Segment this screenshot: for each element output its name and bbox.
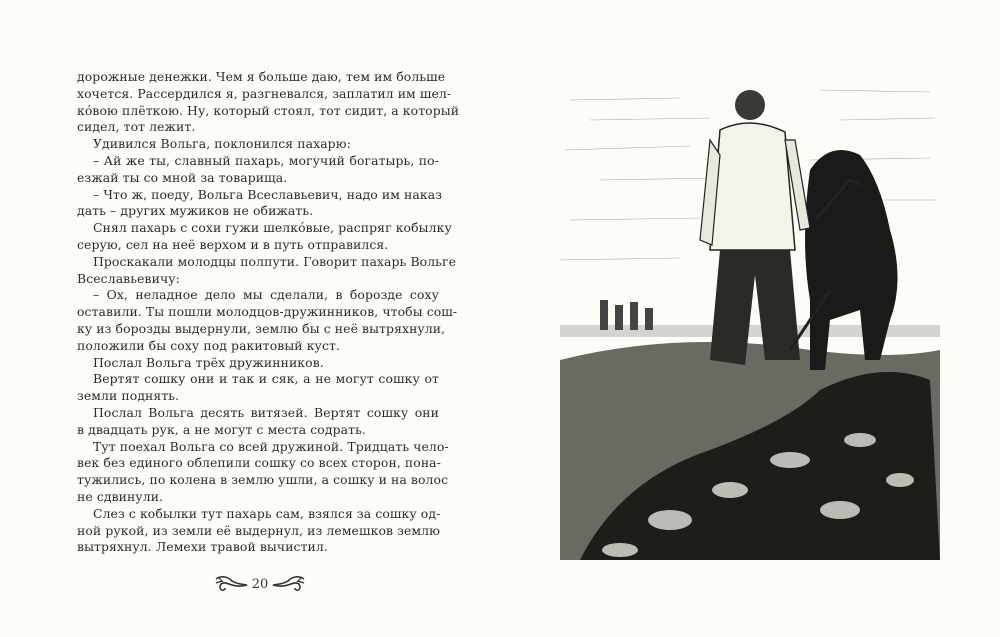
left-ornament-icon bbox=[214, 573, 248, 595]
text-line: дорожные денежки. Чем я больше даю, тем им больше bbox=[77, 69, 446, 84]
right-ornament-icon bbox=[272, 573, 306, 595]
text-line: тужились, по колена в землю ушли, а сошку и на волос bbox=[77, 472, 449, 488]
text-line: дать – других мужиков не обижать. bbox=[77, 203, 314, 219]
page-text bbox=[77, 69, 460, 556]
text-line: Послал Вольга трёх дружинников. bbox=[93, 354, 324, 370]
page-number: 20 bbox=[251, 576, 269, 592]
text-line: ной рукой, из земли её выдернул, из лемешков землю bbox=[77, 522, 441, 538]
text-line: Послал Вольга десять витязей. Вертят сошку они bbox=[93, 404, 439, 420]
text-line: Снял пахарь с сохи гужи шелкóвые, распряг кобылку bbox=[93, 220, 452, 236]
text-line: – Ай же ты, славный пахарь, могучий богатырь, по- bbox=[93, 152, 439, 168]
text-line: век без единого облепили сошку со всех сторон, пона- bbox=[77, 455, 441, 471]
text-line: Слез с кобылки тут пахарь сам, взялся за сошку од- bbox=[93, 505, 441, 521]
text-line: Удивился Вольга, поклонился пахарю: bbox=[93, 136, 351, 152]
illustration-ploughman bbox=[560, 60, 940, 570]
text-line: кóвою плёткою. Ну, который стоял, тот сидит, а который bbox=[77, 102, 460, 118]
text-line: положили бы соху под ракитовый куст. bbox=[77, 337, 340, 353]
text-line: серую, сел на неё верхом и в путь отправился. bbox=[77, 236, 389, 252]
text-line: – Что ж, поеду, Вольга Всеславьевич, надо им наказ bbox=[93, 186, 443, 202]
text-line: – Ох, неладное дело мы сделали, в борозде соху bbox=[93, 287, 439, 303]
text-line: сидел, тот лежит. bbox=[77, 119, 196, 135]
text-line: в двадцать рук, а не могут с места содрать. bbox=[77, 421, 366, 437]
text-line: не сдвинули. bbox=[77, 488, 164, 504]
page-number-folio bbox=[205, 572, 315, 596]
text-line: Всеславьевичу: bbox=[77, 270, 180, 286]
text-line: оставили. Ты пошли молодцов-дружинников, чтобы сош- bbox=[77, 304, 458, 320]
text-line: земли поднять. bbox=[77, 388, 180, 404]
text-line: хочется. Рассердился я, разгневался, заплатил им шел- bbox=[77, 85, 452, 101]
text-line: езжай ты со мной за товарища. bbox=[77, 169, 288, 185]
text-line: ку из борозды выдернули, землю бы с неё вытряхнули, bbox=[77, 320, 446, 336]
text-line: Тут поехал Вольга со всей дружиной. Тридцать чело- bbox=[93, 438, 449, 454]
text-line: Вертят сошку они и так и сяк, а не могут сошку от bbox=[93, 371, 439, 387]
text-line: Проскакали молодцы полпути. Говорит пахарь Вольге bbox=[93, 253, 457, 269]
text-line: вытряхнул. Лемехи травой вычистил. bbox=[77, 539, 328, 555]
